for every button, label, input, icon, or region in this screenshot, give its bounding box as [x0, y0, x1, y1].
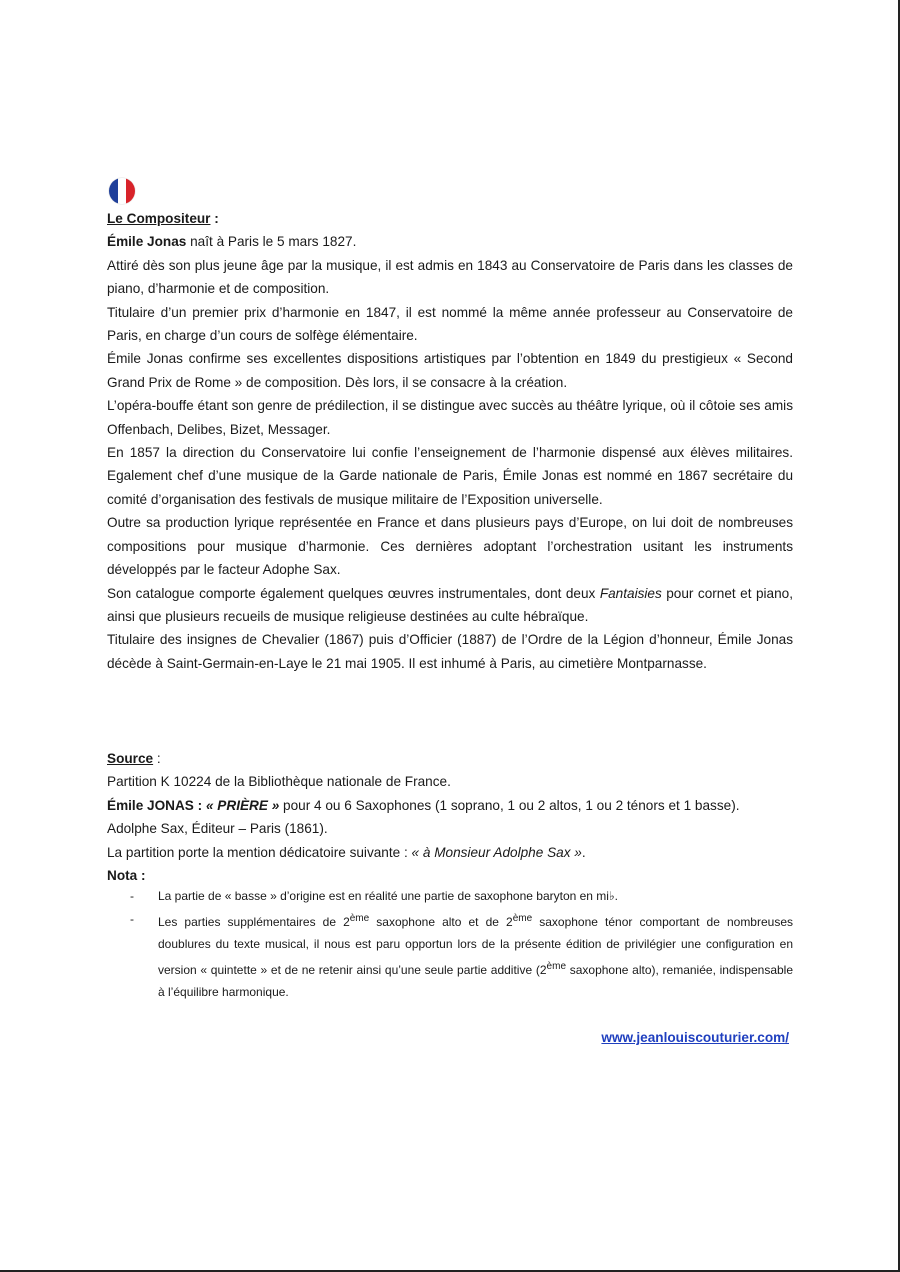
source-work-line: [107, 794, 793, 817]
composer-heading-line: [107, 207, 793, 230]
work-composer: Émile JONAS :: [107, 797, 206, 813]
catalogue-italic: Fantaisies: [599, 585, 662, 601]
nota-list: [130, 885, 793, 1004]
composer-name: Émile Jonas: [107, 234, 187, 250]
composer-heading: Le Compositeur: [107, 211, 211, 226]
paragraph-opera-bouffe: L’opéra-bouffe étant son genre de prédilection, il se distingue avec succès au théâtre lyrique, où il côtoie ses amis Offenbach, Delibes, Bizet, Messager.: [107, 398, 793, 437]
source-reference: Partition K 10224 de la Bibliothèque nationale de France.: [107, 774, 451, 790]
source-dedication: [107, 841, 793, 864]
birth-text: naît à Paris le 5 mars 1827.: [186, 234, 357, 250]
composer-section: [107, 207, 793, 675]
work-title: « PRIÈRE »: [205, 797, 280, 813]
website-link[interactable]: www.jeanlouiscouturier.com/: [601, 1030, 789, 1045]
catalogue-text-2: pour cornet et piano, ainsi que plusieurs recueils de musique religieuse destinées au culte hébraïque.: [107, 585, 793, 624]
paragraph-harmony: Outre sa production lyrique représentée en France et dans plusieurs pays d’Europe, on lui doit de nombreuses compositions pour musique d’harmonie. Ces dernières adoptant l’orchestration usitant les instruments développés par le facteur Adophe Sax.: [107, 515, 793, 578]
note2-superscript: ème: [512, 912, 533, 924]
source-publisher: Adolphe Sax, Éditeur – Paris (1861).: [107, 821, 328, 837]
france-flag-icon: [109, 178, 135, 204]
paragraph-prize: Titulaire d’un premier prix d’harmonie en 1847, il est nommé la même année professeur au Conservatoire de Paris, en charge d’un cours de solfège élémentaire.: [107, 304, 793, 344]
dedication-text: La partition porte la mention dédicatoire suivante :: [107, 844, 412, 860]
flag-white-stripe: [118, 178, 127, 204]
paragraph-rome-prize: Émile Jonas confirme ses excellentes dispositions artistiques par l’obtention en 1849 du prestigieux « Second Grand Prix de Rome » de composition. Dès lors, il se consacre à la création.: [107, 351, 793, 390]
nota-item-text: La partie de « basse » d’origine est en réalité une partie de saxophone baryton en mi♭.: [158, 889, 618, 903]
source-section: [107, 747, 793, 887]
note2-part-d: saxophone alto), remaniée, indispensable à l’équilibre harmonique.: [158, 962, 794, 999]
paragraph-training: Attiré dès son plus jeune âge par la musique, il est admis en 1843 au Conservatoire de Paris dans les classes de piano, d’harmonie et de composition.: [107, 257, 793, 297]
nota-item: [130, 908, 793, 1004]
dedication-end: .: [581, 844, 586, 860]
nota-item-text: [158, 908, 793, 1004]
dedication-italic: « à Monsieur Adolphe Sax »: [411, 844, 582, 860]
work-instrumentation: pour 4 ou 6 Saxophones (1 soprano, 1 ou 2 altos, 1 ou 2 ténors et 1 basse).: [279, 797, 740, 813]
paragraph-honours: Titulaire des insignes de Chevalier (1867) puis d’Officier (1887) de l’Ordre de la Légion d’honneur, Émile Jonas décède à Saint-Germain-en-Laye le 21 mai 1905. Il est inhumé à Paris, au cimetière Montparnasse.: [107, 632, 793, 671]
paragraph-military: En 1857 la direction du Conservatoire lui confie l’enseignement de l’harmonie dispensé aux élèves militaires. Egalement chef d’une musique de la Garde nationale de Paris, Émile Jonas est nommé en 1867 secrétaire du comité d’organisation des festivals de musique militaire de l’Exposition universelle.: [107, 445, 793, 507]
note2-part-a: Les parties supplémentaires de 2: [158, 914, 350, 929]
nota-heading: Nota :: [107, 868, 146, 884]
note2-part-c: saxophone ténor comportant de nombreuses doublures du texte musical, il nous est paru opportun lors de la présente édition de privilégier une configuration en version « quintette » et de ne retenir ainsi qu’une seule partie additive (2: [158, 914, 794, 977]
nota-item: [130, 885, 793, 908]
note2-part-b: saxophone alto et de 2: [369, 914, 513, 929]
source-heading: Source: [107, 751, 154, 766]
note2-superscript: ème: [546, 960, 566, 972]
note2-superscript: ème: [349, 912, 370, 924]
bullet-dash: -: [130, 911, 134, 926]
catalogue-text-1: Son catalogue comporte également quelques œuvres instrumentales, dont deux: [107, 585, 600, 601]
source-heading-suffix: :: [153, 751, 161, 766]
composer-heading-suffix: :: [210, 211, 219, 226]
paragraph-catalogue: [107, 582, 793, 629]
birth-line: [107, 230, 793, 253]
source-heading-line: [107, 747, 793, 770]
bullet-dash: -: [130, 889, 134, 903]
